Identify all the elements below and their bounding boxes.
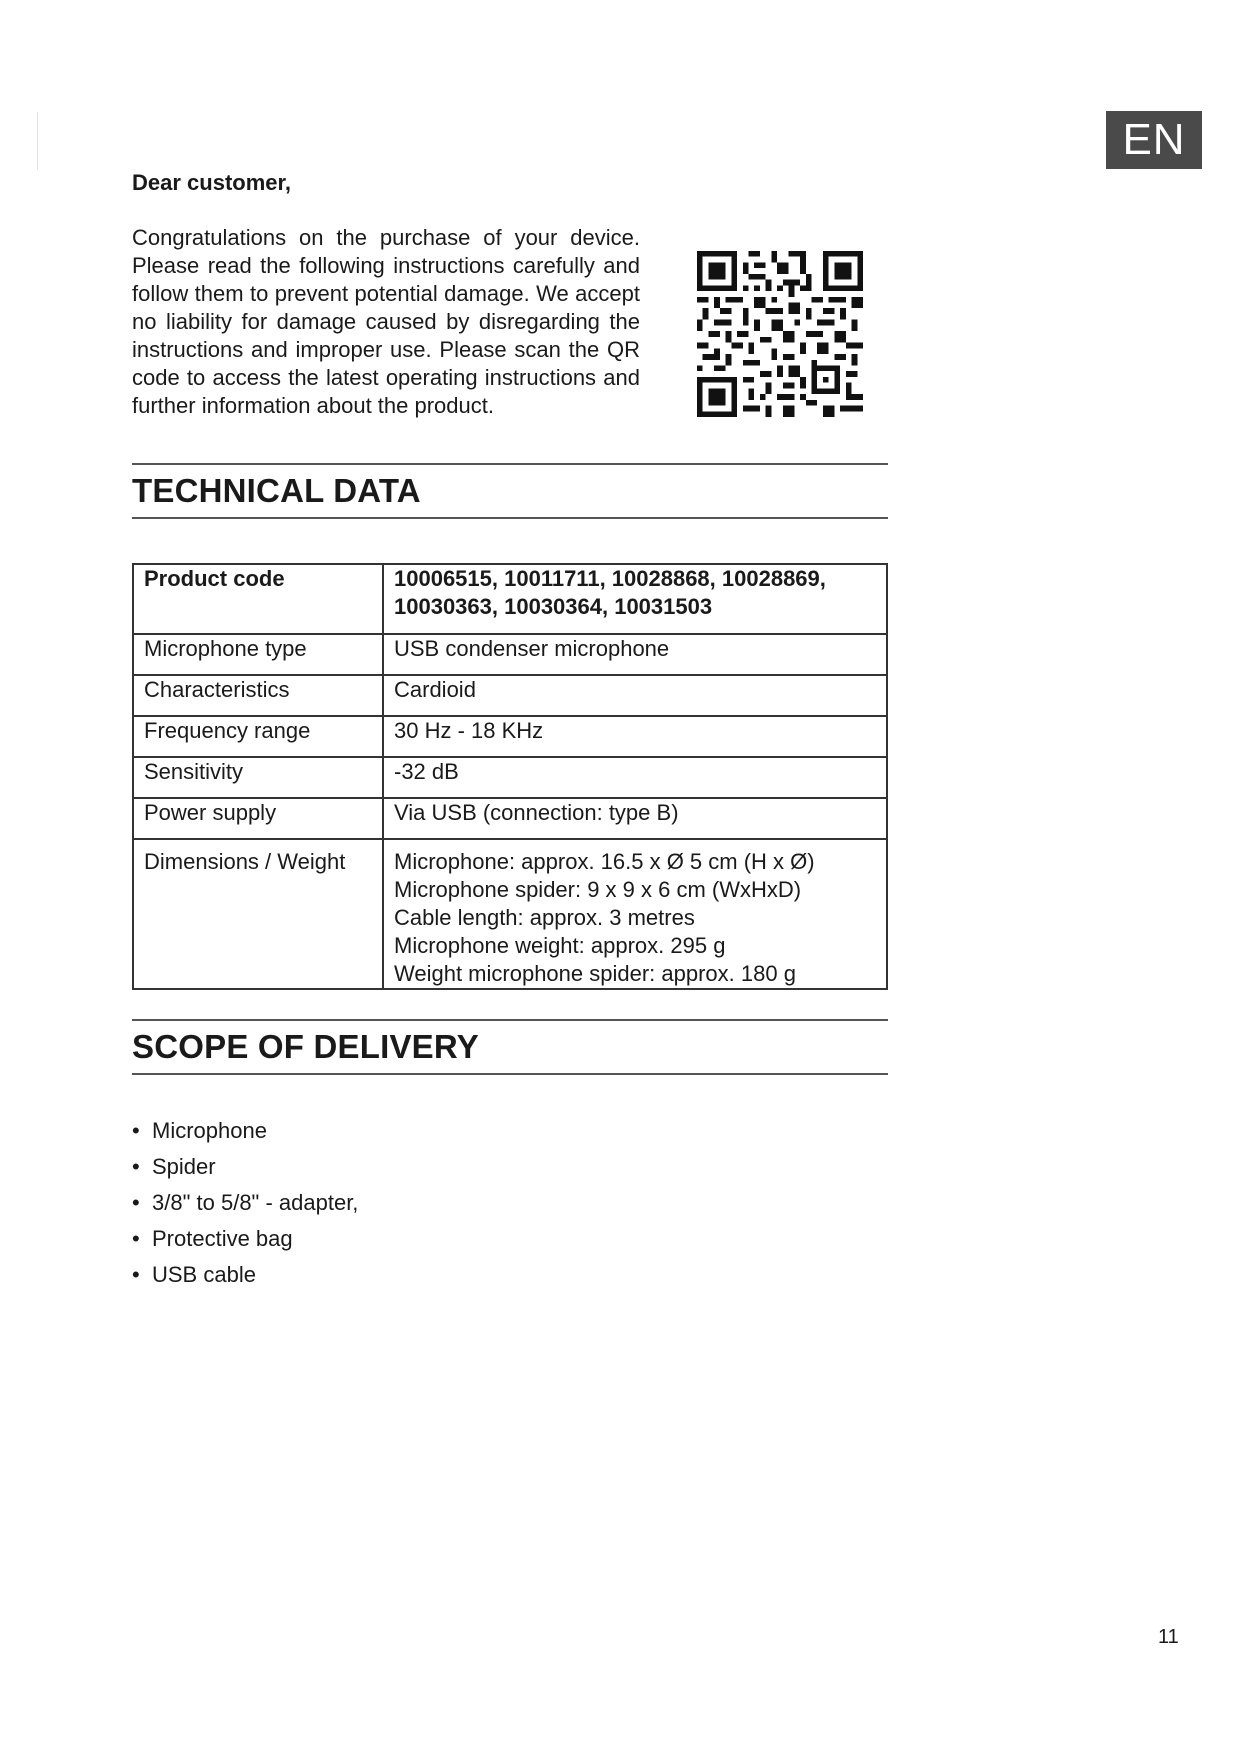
value-line: Via USB (connection: type B) (394, 800, 679, 825)
row-label: Dimensions / Weight (133, 839, 383, 989)
row-label: Microphone type (133, 634, 383, 675)
list-item: • Microphone (132, 1113, 358, 1149)
value-line: USB condenser microphone (394, 636, 670, 661)
intro-paragraph: Congratulations on the purchase of your device. Please read the following instructions carefully and follow them to prevent potential damage. We accept no liability for damage caused by disregarding the instructions and improper use. Please scan the QR code to access the latest operating instructions and further information about the product. (132, 225, 640, 418)
value-line: 10030363, 10030364, 10031503 (394, 594, 713, 619)
table-row (133, 757, 887, 798)
table-row (133, 839, 887, 989)
row-value (383, 839, 887, 989)
list-item: • Spider (132, 1149, 358, 1185)
list-item: • USB cable (132, 1257, 358, 1293)
language-badge: EN (1106, 111, 1202, 169)
qr-code-icon (697, 251, 863, 417)
technical-data-heading (132, 463, 888, 519)
value-line: Microphone: approx. 16.5 x Ø 5 cm (H x Ø) (394, 849, 815, 874)
value-line: 30 Hz - 18 KHz (394, 718, 544, 743)
value-line: Weight microphone spider: approx. 180 g (394, 961, 796, 986)
row-value (383, 564, 887, 634)
value-line: Microphone weight: approx. 295 g (394, 933, 726, 958)
technical-data-table (132, 563, 888, 990)
greeting: Dear customer, (132, 170, 291, 195)
row-value (383, 675, 887, 716)
delivery-list (132, 1113, 358, 1293)
table-row (133, 564, 887, 634)
table-row (133, 798, 887, 839)
row-value (383, 716, 887, 757)
row-label: Characteristics (133, 675, 383, 716)
row-value (383, 634, 887, 675)
technical-data-title: TECHNICAL DATA (132, 472, 421, 509)
scope-of-delivery-title: SCOPE OF DELIVERY (132, 1028, 479, 1065)
value-line: Cable length: approx. 3 metres (394, 905, 695, 930)
value-line: -32 dB (394, 759, 459, 784)
list-item: • Protective bag (132, 1221, 358, 1257)
row-label: Product code (133, 564, 383, 634)
row-label: Power supply (133, 798, 383, 839)
table-row (133, 675, 887, 716)
margin-rule (37, 112, 38, 170)
scope-of-delivery-heading (132, 1019, 888, 1075)
value-line: Cardioid (394, 677, 476, 702)
row-value (383, 798, 887, 839)
row-label: Sensitivity (133, 757, 383, 798)
table-row (133, 634, 887, 675)
row-label: Frequency range (133, 716, 383, 757)
list-item: • 3/8" to 5/8" - adapter, (132, 1185, 358, 1221)
value-line: 10006515, 10011711, 10028868, 10028869, (394, 566, 826, 591)
table-row (133, 716, 887, 757)
value-line: Microphone spider: 9 x 9 x 6 cm (WxHxD) (394, 877, 802, 902)
page-number: 11 (1158, 1626, 1179, 1648)
row-value (383, 757, 887, 798)
